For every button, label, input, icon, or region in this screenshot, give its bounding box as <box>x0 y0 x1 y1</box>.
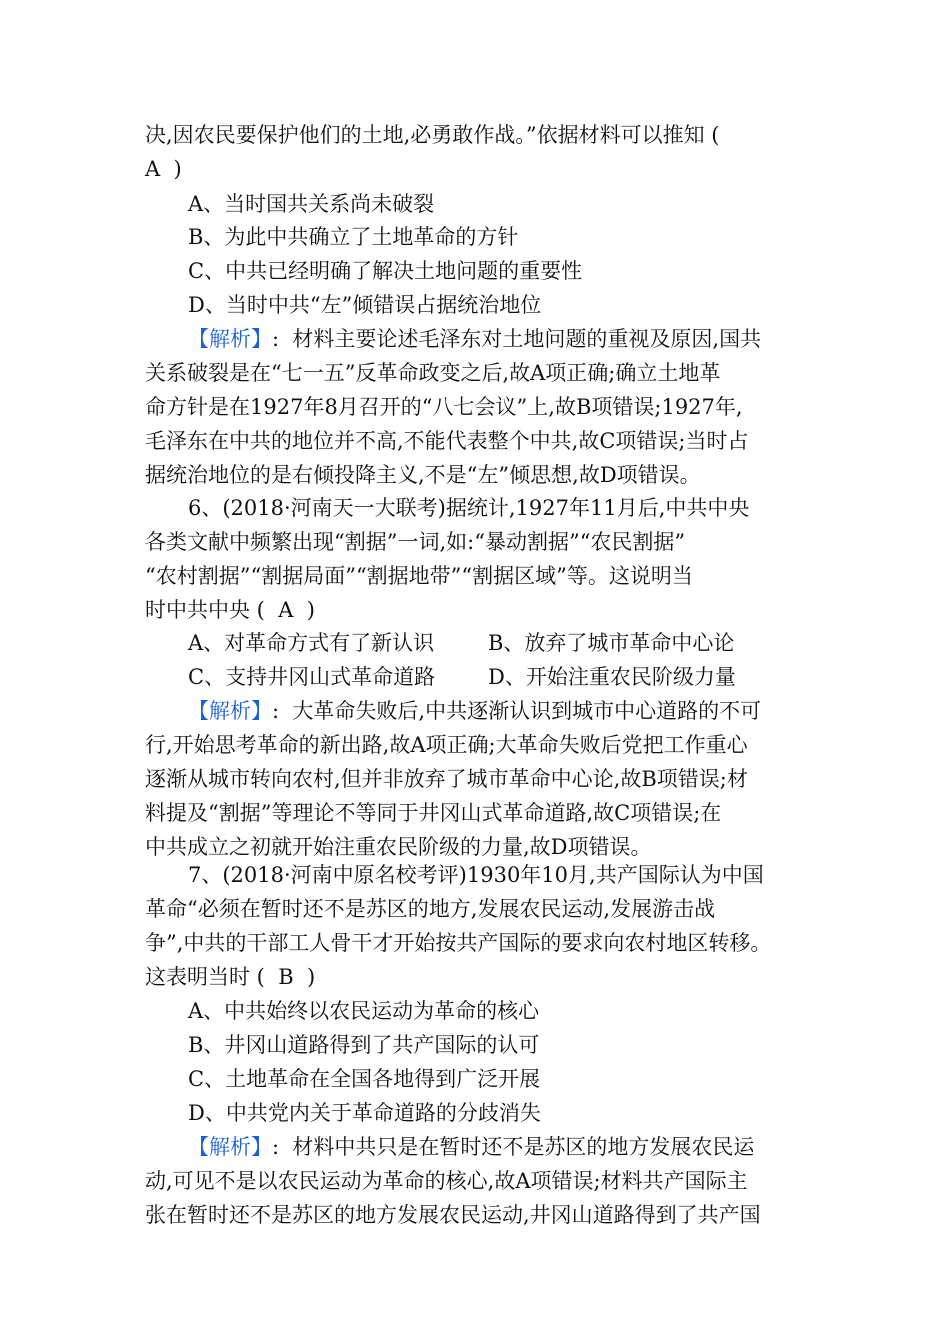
q6-stem-line-2: 各类文献中频繁出现“割据”一词,如:“暴动割据”“农民割据” <box>145 530 686 554</box>
q6-analysis-line-2: 行,开始思考革命的新出路,故A项正确;大革命失败后党把工作重心 <box>145 733 748 757</box>
q5-option-d: D、当时中共“左”倾错误占据统治地位 <box>188 293 542 317</box>
q6-analysis-line-1 <box>188 694 761 728</box>
q5-stem-line-1: 决,因农民要保护他们的土地,必勇敢作战。”依据材料可以推知 ( <box>145 123 720 147</box>
q6-option-c: C、支持井冈山式革命道路 <box>188 665 436 689</box>
q7-analysis-line-3: 张在暂时还不是苏区的地方发展农民运动,井冈山道路得到了共产国 <box>145 1203 761 1227</box>
q7-analysis-first-text: : 材料中共只是在暂时还不是苏区的地方发展农民运 <box>272 1135 755 1159</box>
q6-analysis-line-3: 逐渐从城市转向农村,但并非放弃了城市革命中心论,故B项错误;材 <box>145 767 748 791</box>
q6-stem-line-3: “农村割据”“割据局面”“割据地带”“割据区域”等。这说明当 <box>145 564 693 588</box>
q7-option-c: C、土地革命在全国各地得到广泛开展 <box>188 1067 541 1091</box>
q6-analysis-line-4: 料提及“割据”等理论不等同于井冈山式革命道路,故C项错误;在 <box>145 801 722 825</box>
q7-stem-line-4: 这表明当时 ( B ) <box>145 965 316 989</box>
q5-stem-answer: A ) <box>145 157 182 181</box>
q7-analysis-label: 【解析】 <box>188 1135 272 1159</box>
q5-option-a: A、当时国共关系尚未破裂 <box>188 192 435 216</box>
q6-analysis-label: 【解析】 <box>188 699 272 723</box>
q7-option-a: A、中共始终以农民运动为革命的核心 <box>188 999 540 1023</box>
q7-analysis-line-1 <box>188 1130 754 1164</box>
q5-analysis-label: 【解析】 <box>188 327 272 351</box>
q6-analysis-line-5: 中共成立之初就开始注重农民阶级的力量,故D项错误。 <box>145 835 652 859</box>
q7-stem-line-1: 7、(2018·河南中原名校考评)1930年10月,共产国际认为中国 <box>188 863 764 887</box>
q6-stem-line-4: 时中共中央 ( A ) <box>145 598 315 622</box>
q7-analysis-line-2: 动,可见不是以农民运动为革命的核心,故A项错误;材料共产国际主 <box>145 1169 748 1193</box>
q5-option-c: C、中共已经明确了解决土地问题的重要性 <box>188 259 583 283</box>
q6-option-b: B、放弃了城市革命中心论 <box>488 631 735 655</box>
q7-stem-line-2: 革命“必须在暂时还不是苏区的地方,发展农民运动,发展游击战 <box>145 897 716 921</box>
q6-analysis-first-text: : 大革命失败后,中共逐渐认识到城市中心道路的不可 <box>272 699 762 723</box>
q5-analysis-line-1 <box>188 322 761 356</box>
q5-analysis-line-4: 毛泽东在中共的地位并不高,不能代表整个中共,故C项错误;当时占 <box>145 429 749 453</box>
q7-stem-line-3: 争”,中共的干部工人骨干才开始按共产国际的要求向农村地区转移。 <box>145 931 772 955</box>
q5-analysis-line-2: 关系破裂是在“七一五”反革命政变之后,故A项正确;确立土地革 <box>145 361 721 385</box>
q5-analysis-line-3: 命方针是在1927年8月召开的“八七会议”上,故B项错误;1927年, <box>145 395 743 419</box>
q5-analysis-first-text: : 材料主要论述毛泽东对土地问题的重视及原因,国共 <box>272 327 762 351</box>
q7-option-d: D、中共党内关于革命道路的分歧消失 <box>188 1101 541 1125</box>
q7-option-b: B、井冈山道路得到了共产国际的认可 <box>188 1033 540 1057</box>
q6-stem-line-1: 6、(2018·河南天一大联考)据统计,1927年11月后,中共中央 <box>188 496 750 520</box>
q5-analysis-line-5: 据统治地位的是右倾投降主义,不是“左”倾思想,故D项错误。 <box>145 463 701 487</box>
q6-option-d: D、开始注重农民阶级力量 <box>488 665 736 689</box>
q6-option-a: A、对革命方式有了新认识 <box>188 631 435 655</box>
q5-option-b: B、为此中共确立了土地革命的方针 <box>188 225 519 249</box>
